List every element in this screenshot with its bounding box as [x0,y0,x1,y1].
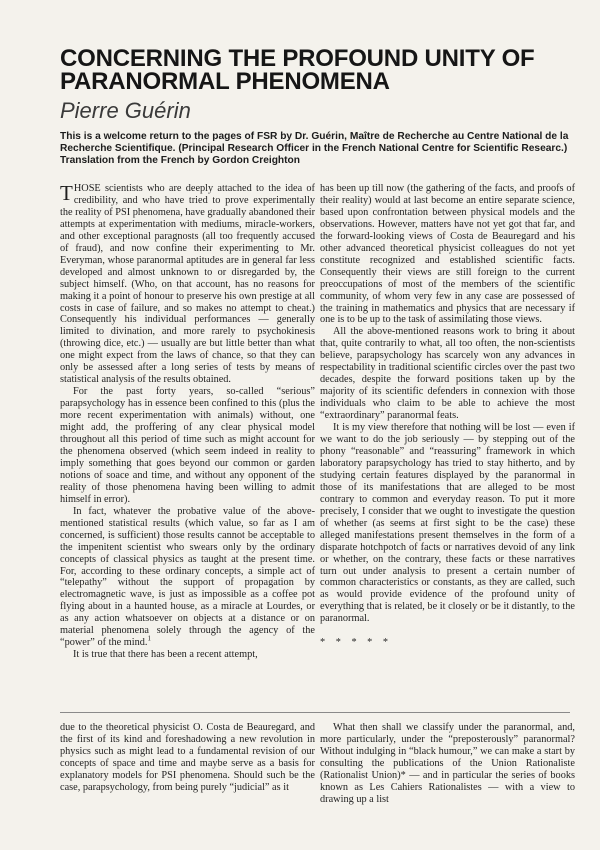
paragraph [60,183,315,386]
paragraph-text: HOSE scientists who are deeply attached to the idea of credibility, and who have tried to prove experimentally the reality of PSI phenomena, have gradually abandoned their attempts at experimentation with mediums, miracle-workers, and other exceptional paragnosts (all too frequently accused of fraud), and now confine their experimenting to Mr. Everyman, whose paranormal aptitudes are in general far less developed and almost unknown to or disregarded by, the subject himself. (Who, on that account, has no reasons for making it a point of honour to preserve his own prestige at all costs in case of failure, and so makes no attempt to cheat.) Consequently his individual performances — generally limited to divination, and more rarely to psychokinesis (throwing dice, etc.) — usually are but little better than what one might expect from the laws of chance, so that they can only be assessed after a long series of tests by means of statistical analysis of the results obtained. [60,183,315,386]
paragraph: It is my view therefore that nothing will be lost — even if we want to do the job seriously — by stepping out of the phony “reasonable” and “reassuring” framework in which laboratory parapsychology has tried to stay hitherto, and by studying certain features displayed by the paranormal in those of its manifestations that are alleged to be most contrary to common and everyday reason. To put it more precisely, I consider that we ought to investigate the question of whether (as seems at first sight to be the case) these alleged manifestations present themselves in the form of a disparate hotchpotch of facts or narratives devoid of any link or whether, on the contrary, these facts or these narratives turn out under analysis to present a certain number of common characteristics or constants, as they are called, such as would provide evidence of the profound unity of everything that is related, be it closely or be it distantly, to the paranormal. [320,422,575,625]
paragraph: All the above-mentioned reasons work to bring it about that, quite contrarily to what, all too often, the non-scientists believe, parapsychology has scarcely won any advances in respectability in traditional scientific circles over the past two decades, despite the forward positions taken up by the majority of its scientific defenders in connexion with those individuals who claim to be able to achieve the most “extraordinary” paranormal feats. [320,326,575,422]
right-column [320,183,575,661]
section-divider [60,712,570,713]
paragraph: What then shall we classify under the paranormal, and, more particularly, under the “preposterously” paranormal? Without indulging in “black humour,” we can make a start by consulting the publications of the Union Rationaliste (Rationalist Union)* — and in particular the series of books known as Les Cahiers Rationalistes — with a view to drawing up a list [320,722,575,805]
left-column-lower [60,722,315,794]
paragraph: has been up till now (the gathering of the facts, and proofs of their reality) would at last become an entire separate science, based upon confrontation between physical models and the observations. However, matters have not yet got that far, and the forward-looking views of Costa de Beauregard and his other advanced theoretical physicist colleagues do not yet constitute recognized and established scientific facts. Consequently their views are still foreign to the current preoccupations of most of the members of the scientific community, of whom very few in any case are possessed of the training in mathematics and physics that are necessary if one is to be up to the task of assimilating those views. [320,183,575,326]
left-column [60,183,315,661]
paragraph [60,506,315,649]
paragraph: For the past forty years, so-called “serious” parapsychology has in essence been confined to this (plus the more recent experimentation with animals) without, one might add, the proffering of any clear physical model throughout all this period of time such as might account for the phenomena observed (which seem indeed in reality to imply something that goes beyond our common or garden notions of soace and time, and without any opponent of the reality of those phenomena having been willing to admit himself in error). [60,386,315,505]
paragraph-text: In fact, whatever the probative value of the above-mentioned statistical results (which value, so far as I am concerned, is sufficient) those results cannot be acceptable to the impenitent scientist who swears only by the ordinary concepts of classical physics as taught at the present time. For, according to these ordinary concepts, a simple act of “telepathy” without the support of propagation by electromagnetic wave, is just as impossible as a coffee pot flying about in a haunted house, as a miracle at Lourdes, or as any action whatsoever on objects at a distance or on material phenomena solely through the agency of the “power” of the mind. [60,505,315,649]
article-title: CONCERNING THE PROFOUND UNITY OF PARANORMAL PHENOMENA [60,45,535,95]
footnote-marker: 1 [147,634,151,643]
right-column-lower [320,722,575,806]
drop-cap: T [60,181,73,205]
paragraph: It is true that there has been a recent attempt, [73,649,258,661]
author-name: Pierre Guérin [60,98,191,123]
section-break: * * * * * [320,637,393,649]
paragraph: due to the theoretical physicist O. Costa de Beauregard, and the first of its kind and foreshadowing a new revolution in physics such as might lead to a fundamental revision of our concepts of space and time and maybe serve as a basis for explanatory models for PSI phenomena. Should such be the case, parapsychology, from being purely “judicial” as it [60,722,315,793]
editorial-intro: This is a welcome return to the pages of FSR by Dr. Guérin, Maître de Recherche au Centre National de la Recherche Scientifique. (Principal Research Officer in the French National Centre for Scientific Researc.) Translation from the French by Gordon Creighton [60,131,569,167]
